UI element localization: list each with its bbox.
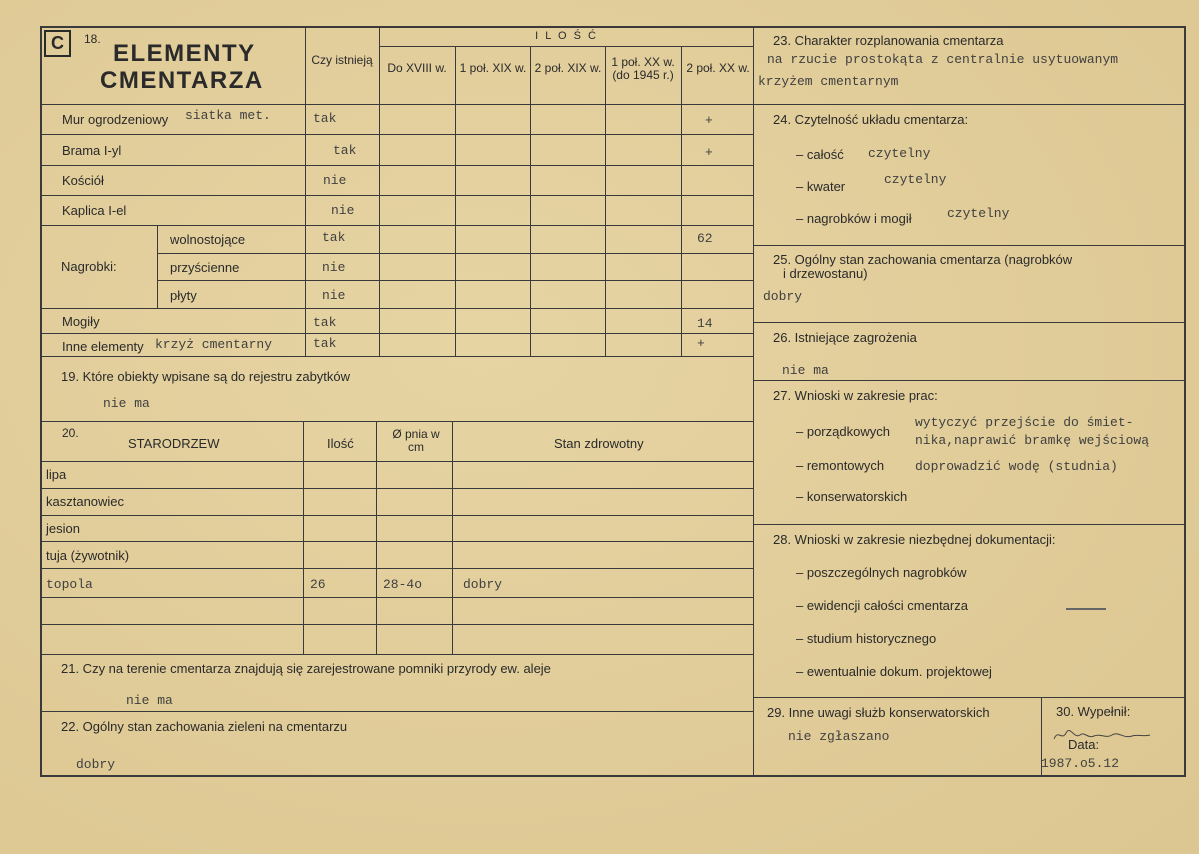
s27-label: 27. Wnioski w zakresie prac: xyxy=(773,388,938,403)
row-brama-label: Brama I-yl xyxy=(62,143,122,158)
s18-row-line xyxy=(40,165,753,166)
s29-value: nie zgłaszano xyxy=(788,729,890,744)
czy-inne: tak xyxy=(313,336,337,351)
row-inne-label: Inne elementy xyxy=(62,339,144,354)
s20-row-line xyxy=(40,515,753,516)
s28-item: – ewidencji całości cmentarza xyxy=(796,598,968,613)
s19-value: nie ma xyxy=(103,396,150,411)
s20-number: 20. xyxy=(62,426,79,440)
czy-brama: tak xyxy=(333,143,357,158)
s23-value-line1: na rzucie prostokąta z centralnie usytuowanym xyxy=(767,52,1119,67)
s20-col-starodrzew: STARODRZEW xyxy=(128,436,220,451)
s25-label-line2: i drzewostanu) xyxy=(783,266,868,281)
s19-label: 19. Które obiekty wpisane są do rejestru zabytków xyxy=(61,369,351,384)
s21-label: 21. Czy na terenie cmentarza znajdują się zarejestrowane pomniki przyrody ew. aleje xyxy=(61,661,551,676)
period-2: 1 poł. XIX w. xyxy=(459,61,527,75)
period-divider-1 xyxy=(455,46,456,356)
handwritten-signature xyxy=(1052,727,1152,743)
nagrobki-divider xyxy=(157,225,158,308)
tree-state: dobry xyxy=(463,577,503,592)
s18-row-line xyxy=(40,333,753,334)
s18-bottom-line xyxy=(40,356,753,357)
czy-mur: tak xyxy=(313,111,337,126)
ilosc-header: I L O Ś Ć xyxy=(535,30,598,42)
s22-label: 22. Ogólny stan zachowania zieleni na cmentarzu xyxy=(61,719,348,734)
row-kosciol-label: Kościół xyxy=(62,173,104,188)
p5-inne: + xyxy=(697,336,705,351)
s24-label: 24. Czytelność układu cmentarza: xyxy=(773,112,969,127)
p5-mur: + xyxy=(705,113,713,128)
czy-mogily: tak xyxy=(313,315,337,330)
s28-dash-mark xyxy=(1066,608,1106,610)
tree-qty: 26 xyxy=(310,577,326,592)
s24-item-label: – nagrobków i mogił xyxy=(796,211,912,226)
s26-label: 26. Istniejące zagrożenia xyxy=(773,330,917,345)
p5-wolnostojace: 62 xyxy=(697,231,713,246)
tree-name: tuja (żywotnik) xyxy=(46,548,130,563)
czy-kaplica: nie xyxy=(331,203,355,218)
s18-row-line xyxy=(40,225,753,226)
tree-name: kasztanowiec xyxy=(46,494,125,509)
s24-item-label: – całość xyxy=(796,147,844,162)
s19-bottom-line xyxy=(40,421,753,422)
s20-row-line xyxy=(40,597,753,598)
row-plyty-label: płyty xyxy=(170,288,197,303)
p5-mogily: 14 xyxy=(697,316,713,331)
s30-date-label: Data: xyxy=(1068,737,1100,752)
s27-item-value-line1: wytyczyć przejście do śmiet- xyxy=(915,415,1134,430)
s20-row-line xyxy=(40,541,753,542)
card-letter-box: C xyxy=(44,30,71,57)
tree-diameter: 28-4o xyxy=(383,577,423,592)
s18-title-line1: ELEMENTY xyxy=(113,40,256,67)
s25-bottom-line xyxy=(753,322,1186,323)
s24-item-value: czytelny xyxy=(884,172,947,187)
s28-item: – studium historycznego xyxy=(796,631,937,646)
s25-value: dobry xyxy=(763,289,803,304)
row-przyscienne-label: przyścienne xyxy=(170,260,240,275)
nagrobki-label: Nagrobki: xyxy=(61,259,117,274)
row-mur-label: Mur ogrodzeniowy xyxy=(62,112,169,127)
tree-name: topola xyxy=(46,577,93,592)
s23-bottom-line xyxy=(753,104,1186,105)
s21-bottom-line xyxy=(40,711,753,712)
tree-name: lipa xyxy=(46,467,67,482)
s18-row-line xyxy=(40,195,753,196)
s20-row-line xyxy=(40,488,753,489)
row-wolnostojace-label: wolnostojące xyxy=(170,232,246,247)
s28-label: 28. Wnioski w zakresie niezbędnej dokumentacji: xyxy=(773,532,1056,547)
s28-item: – ewentualnie dokum. projektowej xyxy=(796,664,992,679)
tree-name: jesion xyxy=(46,521,80,536)
s18-col-label-divider xyxy=(305,26,306,356)
period-3: 2 poł. XIX w. xyxy=(534,61,602,75)
s20-bottom-line xyxy=(40,654,753,655)
row-inne-note: krzyż cmentarny xyxy=(155,337,273,352)
s27-item-label: – remontowych xyxy=(796,458,885,473)
s25-label-line1: 25. Ogólny stan zachowania cmentarza (nagrobków xyxy=(773,252,1073,267)
s18-title-line2: CMENTARZA xyxy=(100,67,264,94)
s26-value: nie ma xyxy=(782,363,829,378)
s21-value: nie ma xyxy=(126,693,173,708)
row-kaplica-label: Kaplica I-el xyxy=(62,203,127,218)
czy-przyscienne: nie xyxy=(322,260,346,275)
s20-col-divider-1 xyxy=(303,421,304,654)
period-5: 2 poł. XX w. xyxy=(686,61,750,75)
s20-header-line xyxy=(40,461,753,462)
czy-kosciol: nie xyxy=(323,173,347,188)
s30-label: 30. Wypełnił: xyxy=(1056,704,1131,719)
s26-bottom-line xyxy=(753,380,1186,381)
s28-item: – poszczególnych nagrobków xyxy=(796,565,967,580)
s27-item-label: – porządkowych xyxy=(796,424,890,439)
czy-plyty: nie xyxy=(322,288,346,303)
col-czy-istnieja: Czy istnieją xyxy=(311,53,373,67)
s27-bottom-line xyxy=(753,524,1186,525)
s30-date: 1987.o5.12 xyxy=(1041,756,1120,771)
period-1: Do XVIII w. xyxy=(387,61,447,75)
s20-col-diameter: Ø pnia w cm xyxy=(392,427,440,455)
row-mogily-label: Mogiły xyxy=(62,314,100,329)
s20-col-divider-3 xyxy=(452,421,453,654)
s18-number: 18. xyxy=(84,32,101,46)
s29-label: 29. Inne uwagi służb konserwatorskich xyxy=(767,705,990,720)
s22-value: dobry xyxy=(76,757,116,772)
s24-item-value: czytelny xyxy=(947,206,1010,221)
s23-label: 23. Charakter rozplanowania cmentarza xyxy=(773,33,1004,48)
s20-row-line xyxy=(40,568,753,569)
ilosc-underline xyxy=(379,46,753,47)
s18-row-line xyxy=(40,134,753,135)
s20-col-stan: Stan zdrowotny xyxy=(554,436,644,451)
s18-row-line xyxy=(157,253,753,254)
period-4: 1 poł. XX w. (do 1945 r.) xyxy=(611,55,675,83)
period-divider-2 xyxy=(530,46,531,356)
s20-row-line xyxy=(40,624,753,625)
period-divider-4 xyxy=(681,46,682,356)
s18-row-line xyxy=(40,308,753,309)
czy-wolnostojace: tak xyxy=(322,230,346,245)
s24-bottom-line xyxy=(753,245,1186,246)
period-divider-3 xyxy=(605,46,606,356)
s24-item-value: czytelny xyxy=(868,146,931,161)
s28-bottom-line xyxy=(753,697,1186,698)
s20-col-divider-2 xyxy=(376,421,377,654)
s27-item-value-line1: doprowadzić wodę (studnia) xyxy=(915,459,1118,474)
s18-row-line xyxy=(157,280,753,281)
s23-value-line2: krzyżem cmentarnym xyxy=(758,74,899,89)
s27-item-label: – konserwatorskich xyxy=(796,489,908,504)
s18-header-bottom-line xyxy=(40,104,753,105)
center-divider xyxy=(753,26,754,777)
s27-item-value-line2: nika,naprawić bramkę wejściową xyxy=(915,433,1150,448)
s18-col-czy-divider xyxy=(379,26,380,356)
p5-brama: + xyxy=(705,145,713,160)
row-mur-note: siatka met. xyxy=(185,108,271,123)
s24-item-label: – kwater xyxy=(796,179,846,194)
s20-col-ilosc: Ilość xyxy=(327,436,354,451)
